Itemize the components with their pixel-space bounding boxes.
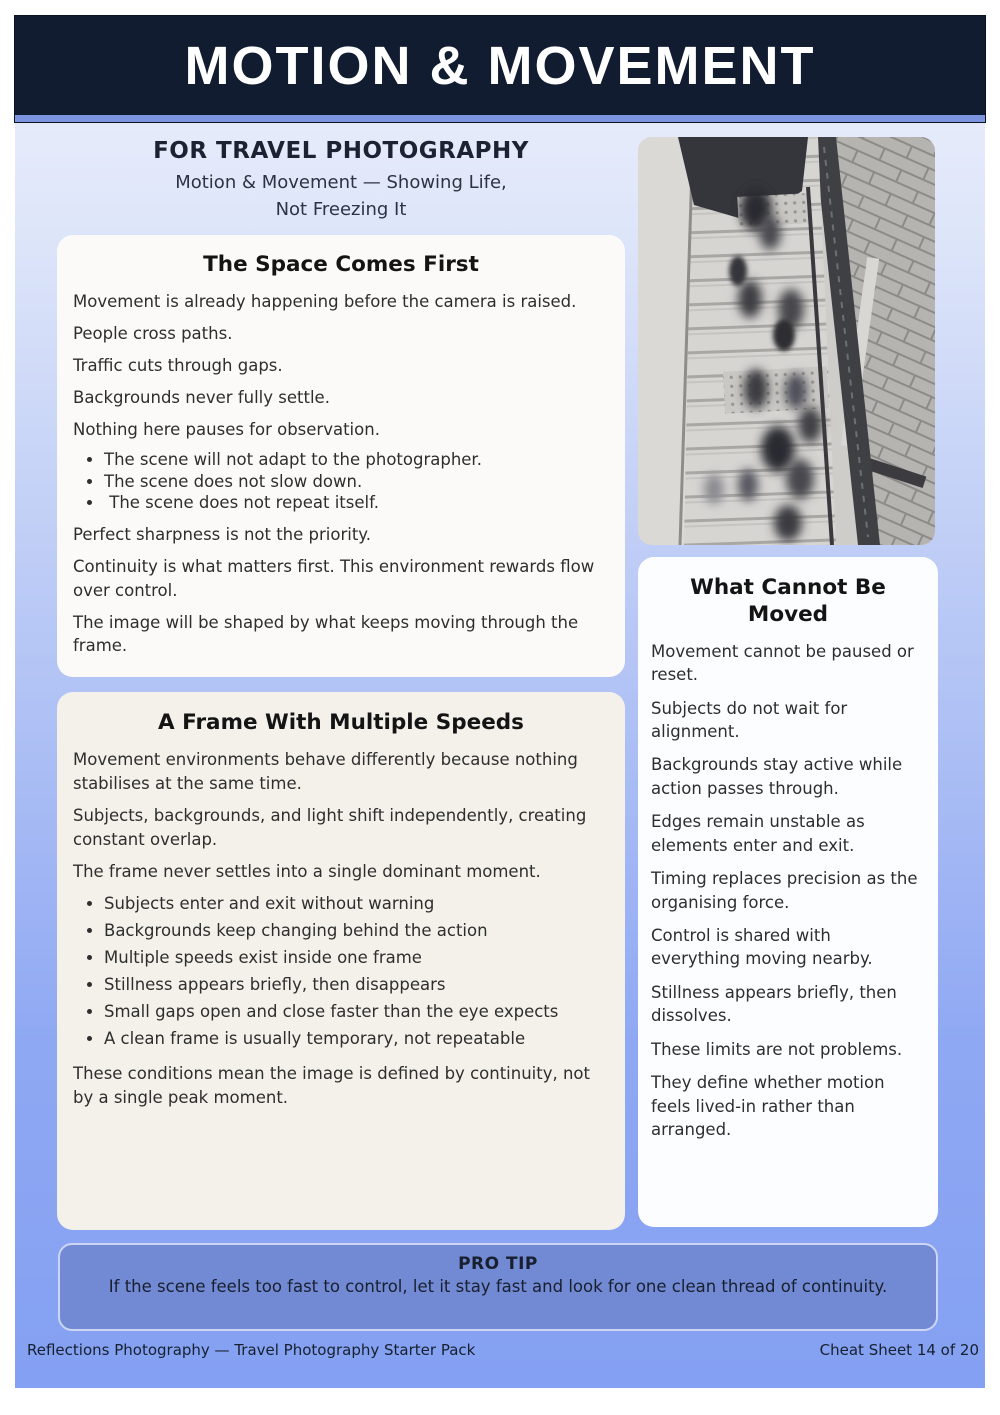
- pro-tip-box: [58, 1243, 938, 1331]
- page-title: MOTION & MOVEMENT: [184, 35, 816, 96]
- bullet-item: • Multiple speeds exist inside one frame: [104, 945, 609, 972]
- bullet-item: • A clean frame is usually temporary, not repeatable: [104, 1026, 609, 1053]
- footer-brand: Reflections Photography — Travel Photography Starter Pack: [27, 1341, 476, 1359]
- paragraph: Control is shared with everything moving nearby.: [651, 925, 873, 969]
- card-title: The Space Comes First: [203, 252, 479, 277]
- intro-title: FOR TRAVEL PHOTOGRAPHY: [153, 138, 529, 164]
- footer: [27, 1341, 979, 1359]
- pro-tip-label: PRO TIP: [458, 1254, 538, 1274]
- paragraph: Subjects, backgrounds, and light shift independently, creating constant overlap.: [73, 805, 587, 849]
- paragraph: Timing replaces precision as the organising force.: [651, 869, 918, 912]
- paragraph: Movement environments behave differently because nothing stabilises at the same time.: [73, 749, 578, 793]
- bullet-item: • Subjects enter and exit without warning: [104, 891, 609, 918]
- paragraph: Perfect sharpness is not the priority.: [73, 524, 371, 544]
- bullet-item: • The scene does not slow down.: [104, 471, 609, 492]
- paragraph: Backgrounds stay active while action passes through.: [651, 755, 903, 798]
- intro-subtitle: [57, 169, 625, 223]
- paragraph: Continuity is what matters first. This environment rewards flow over control.: [73, 556, 595, 600]
- paragraph: Movement cannot be paused or reset.: [651, 641, 914, 685]
- paragraph: These limits are not problems.: [651, 1039, 903, 1059]
- paragraph: Backgrounds never fully settle.: [73, 387, 330, 407]
- paragraph: These conditions mean the image is defined by continuity, not by a single peak moment.: [73, 1063, 590, 1107]
- staircase-photo-graphic: [638, 137, 935, 545]
- card-title: A Frame With Multiple Speeds: [158, 710, 524, 735]
- intro-block: [57, 138, 625, 223]
- bullet-item: • Stillness appears briefly, then disappears: [104, 972, 609, 999]
- paragraph: The image will be shaped by what keeps moving through the frame.: [73, 612, 579, 656]
- bullet-list: [73, 891, 609, 1052]
- paragraph: Traffic cuts through gaps.: [73, 355, 283, 375]
- card-title-line2: Moved: [747, 601, 829, 627]
- footer-page-indicator: Cheat Sheet 14 of 20: [819, 1341, 979, 1359]
- intro-subtitle-line2: Not Freezing It: [275, 199, 407, 220]
- card-title-line1: What Cannot Be: [690, 575, 886, 600]
- paragraph: Nothing here pauses for observation.: [73, 419, 380, 439]
- card-frame-multiple-speeds: [57, 692, 625, 1230]
- bullet-list: [73, 449, 609, 513]
- paragraph: Stillness appears briefly, then dissolves.: [651, 982, 897, 1026]
- bullet-item: • Backgrounds keep changing behind the action: [104, 918, 609, 945]
- paragraph: Subjects do not wait for alignment.: [651, 698, 848, 742]
- card-space-comes-first: [57, 235, 625, 677]
- paragraph: People cross paths.: [73, 323, 233, 343]
- header-bar: [15, 16, 985, 122]
- bullet-item: • Small gaps open and close faster than the eye expects: [104, 999, 609, 1026]
- motion-blur-staircase-photo: [638, 137, 935, 545]
- bullet-item: • The scene does not repeat itself.: [104, 492, 609, 513]
- pro-tip-text: If the scene feels too fast to control, let it stay fast and look for one clean thread of continuity.: [108, 1277, 888, 1296]
- bullet-item: • The scene will not adapt to the photographer.: [104, 449, 609, 470]
- paragraph: They define whether motion feels lived-in rather than arranged.: [651, 1073, 885, 1139]
- paragraph: Movement is already happening before the camera is raised.: [73, 291, 577, 311]
- paragraph: Edges remain unstable as elements enter and exit.: [651, 812, 865, 855]
- intro-subtitle-line1: Motion & Movement — Showing Life,: [175, 172, 507, 193]
- card-what-cannot-be-moved: [638, 557, 938, 1227]
- card-title: [651, 575, 925, 629]
- paragraph: The frame never settles into a single dominant moment.: [73, 861, 541, 881]
